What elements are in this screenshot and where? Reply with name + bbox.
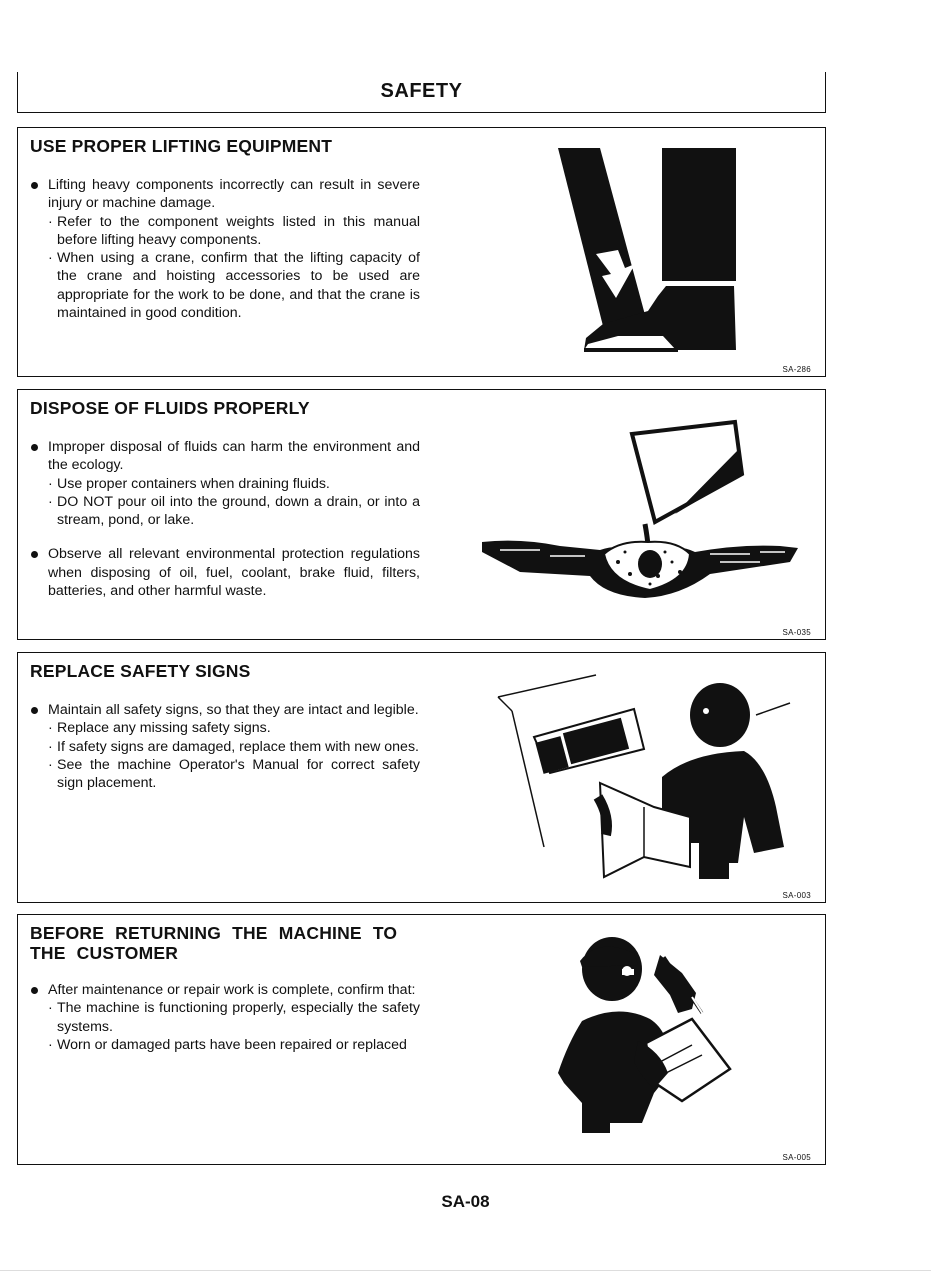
sub-text: DO NOT pour oil into the ground, down a drain, or into a stream, pond, or lake. (57, 493, 420, 529)
person-reading-manual-icon (494, 667, 794, 887)
section-title: BEFORE RETURNING THE MACHINE TO THE CUSTOMER (30, 923, 398, 963)
sub-item: · Replace any missing safety signs. (48, 720, 271, 737)
sub-text: Refer to the component weights listed in this manual before lifting heavy components. (57, 213, 420, 248)
oil-pouring-on-ground-icon (480, 412, 810, 602)
bullet-text: Observe all relevant environmental protection regulations when disposing of oil, fuel, coolant, brake fluid, filters, batteries, and other harmful waste. (48, 546, 420, 600)
sub-item: · DO NOT pour oil into the ground, down a drain, or into a stream, pond, or lake. (48, 493, 420, 529)
section-dispose-fluids (17, 389, 826, 640)
section-title: REPLACE SAFETY SIGNS (30, 661, 251, 681)
sub-text: Use proper containers when draining fluids. (57, 475, 330, 492)
sub-text: See the machine Operator's Manual for correct safety sign placement. (57, 756, 420, 792)
worker-with-clipboard-icon (542, 933, 742, 1143)
section-title: DISPOSE OF FLUIDS PROPERLY (30, 398, 310, 418)
bullet-item (30, 545, 420, 600)
sub-item: · The machine is functioning properly, especially the safety systems. (48, 1000, 420, 1035)
sub-item: · Worn or damaged parts have been repaired or replaced (48, 1036, 407, 1053)
section-body (30, 981, 420, 1054)
figure-code: SA-286 (782, 365, 811, 374)
section-lifting-equipment (17, 127, 826, 377)
sub-item: · Use proper containers when draining fluids. (48, 475, 330, 492)
bullet-item (30, 438, 420, 529)
section-return-machine (17, 914, 826, 1165)
sub-item: · If safety signs are damaged, replace them with new ones. (48, 738, 419, 755)
section-safety-signs (17, 652, 826, 903)
figure-code: SA-003 (782, 891, 811, 900)
foot-crushed-by-load-icon (558, 146, 748, 356)
page-title: SAFETY (380, 80, 463, 102)
bullet-text: Lifting heavy components incorrectly can result in severe injury or machine damage. (48, 177, 420, 212)
section-title: USE PROPER LIFTING EQUIPMENT (30, 136, 333, 156)
bullet-text: Improper disposal of fluids can harm the environment and the ecology. (48, 439, 420, 474)
sub-text: Replace any missing safety signs. (57, 720, 271, 737)
bullet-item (30, 701, 420, 792)
section-body (30, 176, 420, 322)
sub-text: Worn or damaged parts have been repaired or replaced (57, 1036, 407, 1053)
sub-item: · See the machine Operator's Manual for correct safety sign placement. (48, 756, 420, 792)
sub-text: The machine is functioning properly, especially the safety systems. (57, 1000, 420, 1035)
bullet-text: Maintain all safety signs, so that they are intact and legible. (48, 702, 419, 718)
section-body (30, 438, 420, 600)
sub-text: When using a crane, confirm that the lifting capacity of the crane and hoisting accessories to be used are appropriate for the work to be done, and that the crane is maintained in good condition. (57, 250, 420, 322)
sub-text: If safety signs are damaged, replace them with new ones. (57, 738, 419, 755)
bullet-item (30, 981, 420, 1054)
page-number: SA-08 (441, 1192, 490, 1211)
section-body (30, 701, 420, 792)
bullet-item (30, 176, 420, 213)
sub-item: · When using a crane, confirm that the lifting capacity of the crane and hoisting accessories to be used are appropriate for the work to be done, and that the crane is maintained in good condition. (48, 250, 420, 322)
page-edge-divider (0, 1270, 931, 1271)
sub-item: · Refer to the component weights listed in this manual before lifting heavy components. (48, 213, 420, 248)
figure-code: SA-035 (782, 628, 811, 637)
page-header (17, 72, 826, 113)
bullet-text: After maintenance or repair work is complete, confirm that: (48, 982, 416, 998)
figure-code: SA-005 (782, 1153, 811, 1162)
